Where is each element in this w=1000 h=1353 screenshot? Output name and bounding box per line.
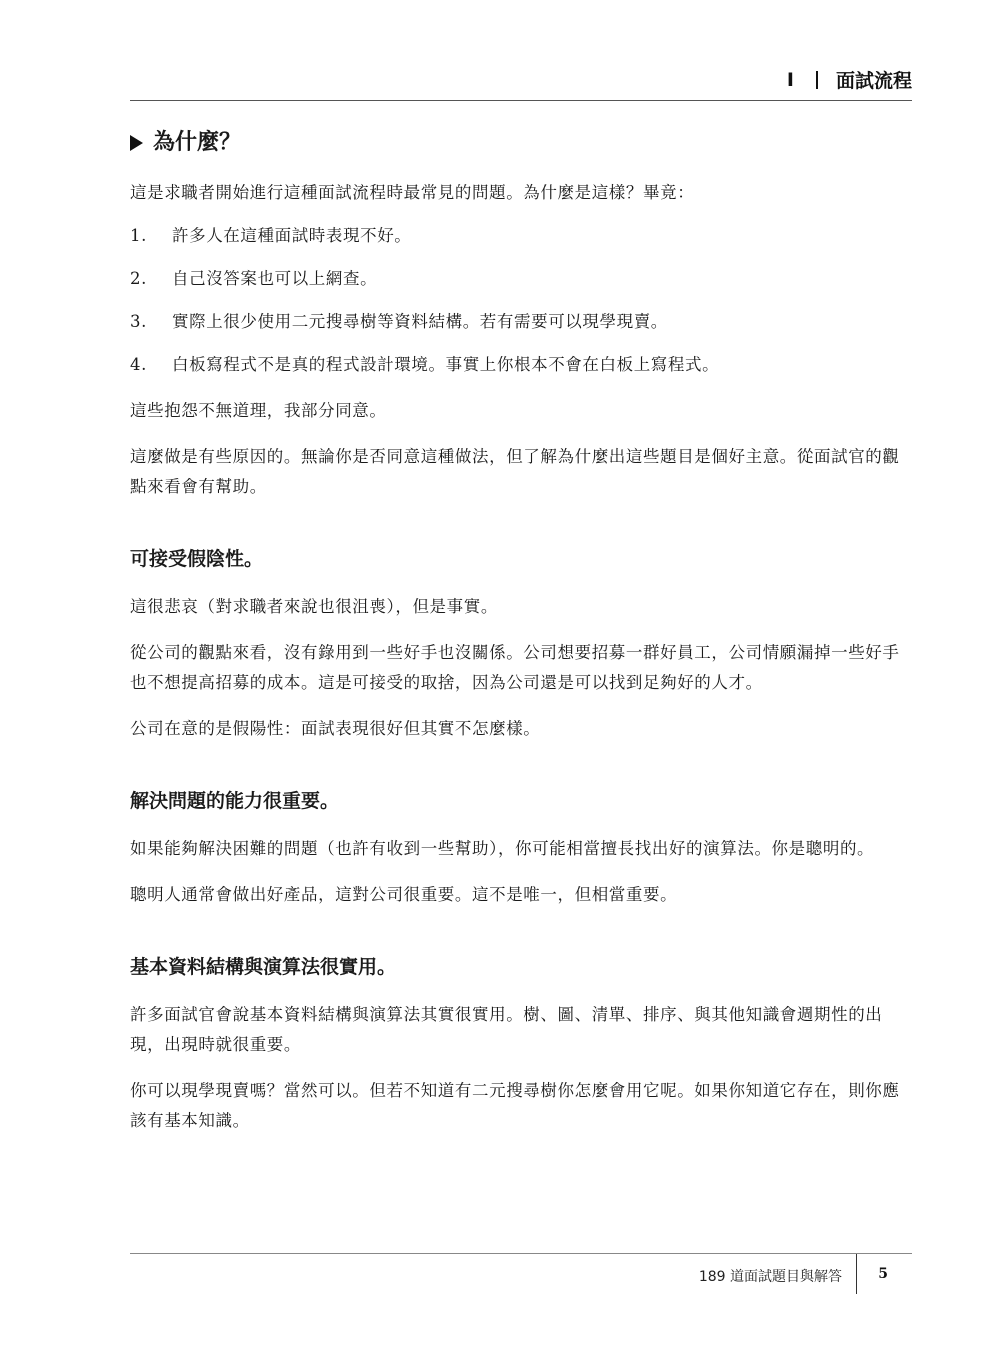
- paragraph: 聰明人通常會做出好產品，這對公司很重要。這不是唯一，但相當重要。: [130, 885, 678, 904]
- subheading-problem-solving: 解決問題的能力很重要。: [130, 790, 340, 812]
- list-text: 許多人在這種面試時表現不好。: [172, 226, 412, 245]
- paragraph: 許多面試官會說基本資料結構與演算法其實很實用。樹、圖、清單、排序、與其他知識會週期性的出現，出現時就很重要。: [130, 1005, 883, 1054]
- paragraph: 如果能夠解決困難的問題（也許有收到一些幫助），你可能相當擅長找出好的演算法。你是聰明的。: [130, 839, 875, 858]
- running-header: [130, 64, 912, 101]
- list-number: 4.: [130, 355, 147, 374]
- complaint-list: [130, 221, 912, 380]
- paragraph: 從公司的觀點來看，沒有錄用到一些好手也沒關係。公司想要招募一群好員工，公司情願漏掉一些好手也不想提高招募的成本。這是可接受的取捨，因為公司還是可以找到足夠好的人才。: [130, 643, 900, 692]
- list-item: [130, 264, 912, 294]
- part-number: I: [786, 68, 794, 91]
- list-text: 白板寫程式不是真的程式設計環境。事實上你根本不會在白板上寫程式。: [172, 355, 720, 374]
- section-title: 為什麼？: [153, 130, 242, 155]
- paragraph: 你可以現學現賣嗎？當然可以。但若不知道有二元搜尋樹你怎麼會用它呢。如果你知道它存在，則你應該有基本知識。: [130, 1081, 900, 1130]
- paragraph: 公司在意的是假陽性：面試表現很好但其實不怎麼樣。: [130, 719, 541, 738]
- list-number: 1.: [130, 226, 147, 245]
- running-header-content: [787, 66, 912, 93]
- list-item: [130, 350, 912, 380]
- section-heading: [130, 124, 912, 162]
- footer-divider: [856, 1254, 857, 1294]
- list-number: 3.: [130, 312, 147, 331]
- book-title: 189 道面試題目與解答: [698, 1269, 842, 1285]
- list-number: 2.: [130, 269, 147, 288]
- paragraph: 這很悲哀（對求職者來說也很沮喪），但是事實。: [130, 597, 498, 616]
- triangle-bullet-icon: [130, 135, 143, 151]
- chapter-title: 面試流程: [835, 70, 912, 92]
- header-divider: [816, 71, 818, 89]
- list-item: [130, 307, 912, 337]
- subheading-data-structures: 基本資料結構與演算法很實用。: [130, 956, 397, 978]
- page-footer: [130, 1253, 912, 1294]
- agree-paragraph: 這些抱怨不無道理，我部分同意。: [130, 401, 387, 420]
- reason-paragraph: 這麼做是有些原因的。無論你是否同意這種做法，但了解為什麼出這些題目是個好主意。從面試官的觀點來看會有幫助。: [130, 447, 900, 496]
- subheading-false-negatives: 可接受假陰性。: [130, 548, 264, 570]
- list-text: 自己沒答案也可以上網查。: [172, 269, 378, 288]
- page-number: 5: [878, 1266, 888, 1282]
- page-body: [130, 124, 912, 1136]
- intro-paragraph: 這是求職者開始進行這種面試流程時最常見的問題。為什麼是這樣？畢竟：: [130, 183, 695, 202]
- list-text: 實際上很少使用二元搜尋樹等資料結構。若有需要可以現學現賣。: [172, 312, 668, 331]
- list-item: [130, 221, 912, 251]
